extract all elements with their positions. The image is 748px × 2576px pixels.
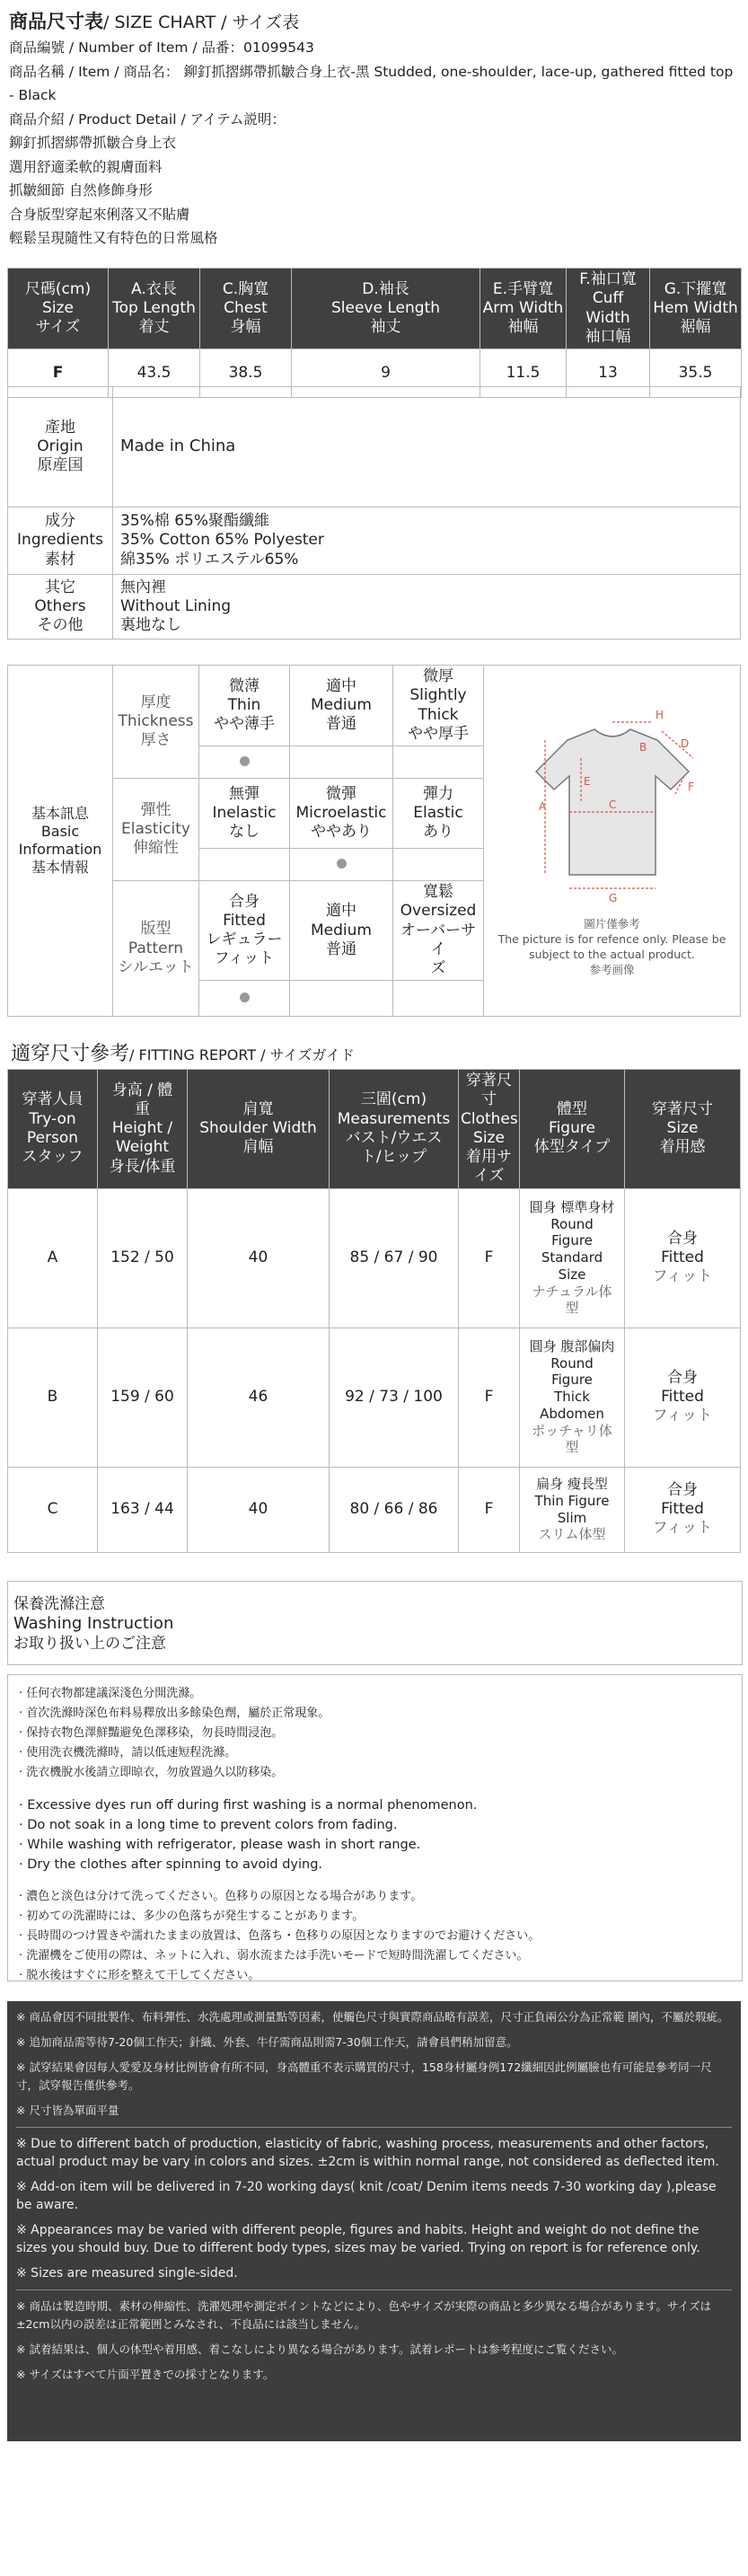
measurements-cell: 85 / 67 / 90 [330, 1188, 459, 1328]
elasticity-option-elastic: 彈力 Elastic あり [393, 779, 484, 849]
size-cell: F [459, 1328, 520, 1467]
diagram-letter-g: G [608, 892, 617, 904]
elasticity-label: 彈性 Elasticity 伸縮性 [113, 779, 199, 881]
elasticity-option-micro: 微彈 Microelastic ややあり [290, 779, 393, 849]
size-header-hem: G.下擺寬 Hem Width 裾幅 [650, 269, 742, 349]
pattern-label: 版型 Pattern シルエット [113, 881, 199, 1017]
washing-title: 保養洗滌注意 Washing Instruction お取り扱い上のご注意 [13, 1595, 174, 1653]
notice-box [7, 2001, 741, 2441]
shirt-diagram-cell [484, 666, 741, 1017]
selected-dot-icon [240, 992, 250, 1002]
washing-title-box [7, 1581, 743, 1665]
hw-cell: 152 / 50 [98, 1188, 188, 1328]
fit-cell: 合身 Fitted フィット [625, 1467, 741, 1552]
shirt-diagram-icon [505, 704, 720, 911]
page-title: 商品尺寸表/ SIZE CHART / サイズ表 [9, 11, 300, 32]
size-header-size: 尺碼(cm) Size サイズ [8, 269, 109, 349]
pattern-option-medium: 適中 Medium 普通 [290, 881, 393, 981]
thickness-label: 厚度 Thickness 厚さ [113, 666, 199, 779]
size-cell: F [459, 1467, 520, 1552]
diagram-caption: 圖片僅參考 The picture is for refence only. Please be subject to the actual product. 参考画像 [497, 917, 726, 977]
table-row [8, 1188, 741, 1328]
diagram-letter-d: D [680, 737, 689, 750]
fit-cell: 合身 Fitted フィット [625, 1188, 741, 1328]
fit-header-figure: 體型 Figure 体型タイプ [520, 1070, 625, 1189]
notice-en-4: ※ Sizes are measured single-sided. [16, 2266, 238, 2280]
size-cell: F [459, 1188, 520, 1328]
pattern-option-fitted: 合身 Fitted レギュラー フィット [199, 881, 290, 981]
fitting-table [7, 1069, 741, 1553]
diagram-letter-b: B [638, 741, 647, 754]
fit-header-shoulder: 肩寬 Shoulder Width 肩幅 [188, 1070, 330, 1189]
measurements-cell: 92 / 73 / 100 [330, 1328, 459, 1467]
size-table [7, 268, 741, 398]
hem-cell: 35.5 [650, 349, 742, 398]
thickness-marker-medium [290, 746, 393, 779]
thickness-marker-thick [393, 746, 484, 779]
notice-zh-1: ※ 商品會因不同批製作、布料彈性、水洗處理或測量點等因素，使觸色尺寸與實際商品略有誤差，尺寸正負兩公分為正常範 圍內，不屬於瑕疵。 [16, 2010, 729, 2024]
length-cell: 43.5 [109, 349, 200, 398]
person-cell: B [8, 1328, 98, 1467]
fit-header-hw: 身高 / 體 重 Height / Weight 身長/体重 [98, 1070, 188, 1189]
notice-en-3: ※ Appearances may be varied with different people, figures and habits. Height and weight do not define the sizes you should buy. Due to different body types, sizes may be varied. Trying on report is for reference only. [16, 2223, 700, 2255]
selected-dot-icon [240, 756, 250, 766]
selected-dot-icon [337, 859, 347, 869]
size-header-chest: C.胸寬 Chest 身幅 [200, 269, 292, 349]
figure-cell: 圓身 腹部偏肉 Round Figure Thick Abdomen ポッチャリ体 型 [520, 1328, 625, 1467]
basic-info-label: 基本訊息 Basic Information 基本情報 [8, 666, 113, 1017]
pattern-option-oversized: 寬鬆 Oversized オーバーサイ ズ [393, 881, 484, 981]
fit-header-person: 穿著人員 Try-on Person スタッフ [8, 1070, 98, 1189]
chest-cell: 38.5 [200, 349, 292, 398]
diagram-letter-a: A [538, 800, 546, 813]
notice-zh-2: ※ 追加商品需等待7-20個工作天；針織、外套、牛仔需商品則需7-30個工作天，請會員們稍加留意。 [16, 2035, 518, 2049]
elasticity-marker-micro [290, 849, 393, 881]
person-cell: C [8, 1467, 98, 1552]
diagram-letter-c: C [608, 798, 616, 811]
notice-en-2: ※ Add-on item will be delivered in 7-20 working days( knit /coat/ Denim items needs 7-30 working day ),please be aware. [16, 2180, 717, 2212]
notice-en-1: ※ Due to different batch of production, elasticity of fabric, washing process, measurements and other factors, actual product may be vary in colors and sizes. ±2cm is within normal range, not considered as deflected item. [16, 2137, 719, 2169]
size-header-cuff: F.袖口寬 Cuff Width 袖口幅 [567, 269, 650, 349]
cuff-cell: 13 [567, 349, 650, 398]
elasticity-marker-inelastic [199, 849, 290, 881]
elasticity-option-inelastic: 無彈 Inelastic なし [199, 779, 290, 849]
washing-list: · 任何衣物都建議深淺色分開洗滌。 · 首次洗滌時深色布料易釋放出多餘染色劑，屬於正常現象。 · 保持衣物色澤鮮豔避免色澤移染，勿長時間浸泡。 · 使用洗衣機洗滌時，請以低速短程洗滌。 · 洗衣機脫水後請立即晾衣，勿放置過久以防移染。 · Excessive dyes run off during first washing is a normal phenomenon. · Do not soak in a long time to prevent colors from fading. · While washing with refrigerator, please wash in short range. · Dry the clothes after spinning to avoid dying. · 濃色と淡色は分けて洗ってください。色移りの原因となる場合があります。 · 初めての洗濯時には、多少の色落ちが発生することがあります。 · 長時間のつけ置きや濡れたままの放置は、色落ち・色移りの原因となりますのでお避けください。 · 洗濯機をご使用の際は、ネットに入れ、弱水流または手洗いモードで短時間洗濯してください。 · 脱水後はすぐに形を整えて干してください。 [7, 1674, 743, 1981]
product-info: 商品編號 / Number of Item / 品番：01099543 商品名稱 / Item / 商品名： 鉚釘抓摺綁帶抓皺合身上衣-黑 Studded, one-shoulder, lace-up, gathered fitted top - Black 商品介紹 / Product Detail / アイテム説明： 鉚釘抓摺綁帶抓皺合身上衣 選用舒適柔軟的親膚面料 抓皺細節 自然修飾身形 合身版型穿起來俐落又不貼膚 輕鬆呈現隨性又有特色的日常風格 [9, 40, 734, 246]
ingredients-value: 35%棉 65%聚酯纖維 35% Cotton 65% Polyester 綿35% ポリエステル65% [113, 507, 741, 575]
thickness-option-thick: 微厚 Slightly Thick やや厚手 [393, 666, 484, 746]
others-label: 其它 Others その他 [8, 575, 113, 640]
size-header-sleeve: D.袖長 Sleeve Length 袖丈 [292, 269, 480, 349]
diagram-letter-h: H [655, 709, 664, 721]
table-row [8, 1467, 741, 1552]
figure-cell: 圓身 標準身材 Round Figure Standard Size ナチュラル体 型 [520, 1188, 625, 1328]
thickness-option-thin: 微薄 Thin やや薄手 [199, 666, 290, 746]
basic-info-table [7, 665, 741, 1017]
elasticity-marker-elastic [393, 849, 484, 881]
fit-header-measurements: 三圍(cm) Measurements バスト/ウエス ト/ヒップ [330, 1070, 459, 1189]
shoulder-cell: 46 [188, 1328, 330, 1467]
ingredients-label: 成分 Ingredients 素材 [8, 507, 113, 575]
notice-zh-4: ※ 尺寸皆為單面平量 [16, 2104, 119, 2117]
notice-ja-2: ※ 試着結果は、個人の体型や着用感、着こなしにより異なる場合があります。試着レポートは参考程度にご覧ください。 [16, 2342, 623, 2356]
notice-ja-3: ※ サイズはすべて片面平置きでの採寸となります。 [16, 2368, 275, 2381]
others-value: 無內裡 Without Lining 裏地なし [113, 575, 741, 640]
pattern-marker-fitted [199, 981, 290, 1017]
diagram-letter-f: F [687, 781, 694, 793]
fit-cell: 合身 Fitted フィット [625, 1328, 741, 1467]
figure-cell: 扁身 瘦長型 Thin Figure Slim スリム体型 [520, 1467, 625, 1552]
fitting-title: 適穿尺寸參考/ FITTING REPORT / サイズガイド [11, 1043, 355, 1065]
measurements-cell: 80 / 66 / 86 [330, 1467, 459, 1552]
arm-cell: 11.5 [480, 349, 567, 398]
fit-header-fit: 穿著尺寸 Size 着用感 [625, 1070, 741, 1189]
hw-cell: 163 / 44 [98, 1467, 188, 1552]
pattern-marker-medium [290, 981, 393, 1017]
pattern-marker-oversized [393, 981, 484, 1017]
thickness-option-medium: 適中 Medium 普通 [290, 666, 393, 746]
hw-cell: 159 / 60 [98, 1328, 188, 1467]
notice-zh-3: ※ 試穿結果會因每人愛愛及身材比例皆會有所不同，身高體重不表示購買的尺寸，158身材屬身例172纖細因此例屬臉也有可能是參考同一尺寸，試穿報告僅供參考。 [16, 2060, 712, 2092]
meta-table [7, 386, 741, 640]
shoulder-cell: 40 [188, 1467, 330, 1552]
person-cell: A [8, 1188, 98, 1328]
shoulder-cell: 40 [188, 1188, 330, 1328]
diagram-letter-e: E [583, 775, 591, 788]
table-row [8, 1328, 741, 1467]
thickness-marker-thin [199, 746, 290, 779]
origin-value: Made in China [113, 387, 741, 507]
size-cell: F [8, 349, 109, 398]
fit-header-size: 穿著尺 寸 Clothes Size 着用サ イズ [459, 1070, 520, 1189]
sleeve-cell: 9 [292, 349, 480, 398]
notice-ja-1: ※ 商品は製造時期、素材の伸縮性、洗濯処理や測定ポイントなどにより、色やサイズが実際の商品と多少異なる場合があります。サイズは±2cm以内の誤差は正常範囲とみなされ、不良品には該当しません。 [16, 2299, 711, 2331]
origin-label: 產地 Origin 原産国 [8, 387, 113, 507]
size-header-arm: E.手臂寬 Arm Width 袖幅 [480, 269, 567, 349]
size-header-length: A.衣長 Top Length 着丈 [109, 269, 200, 349]
